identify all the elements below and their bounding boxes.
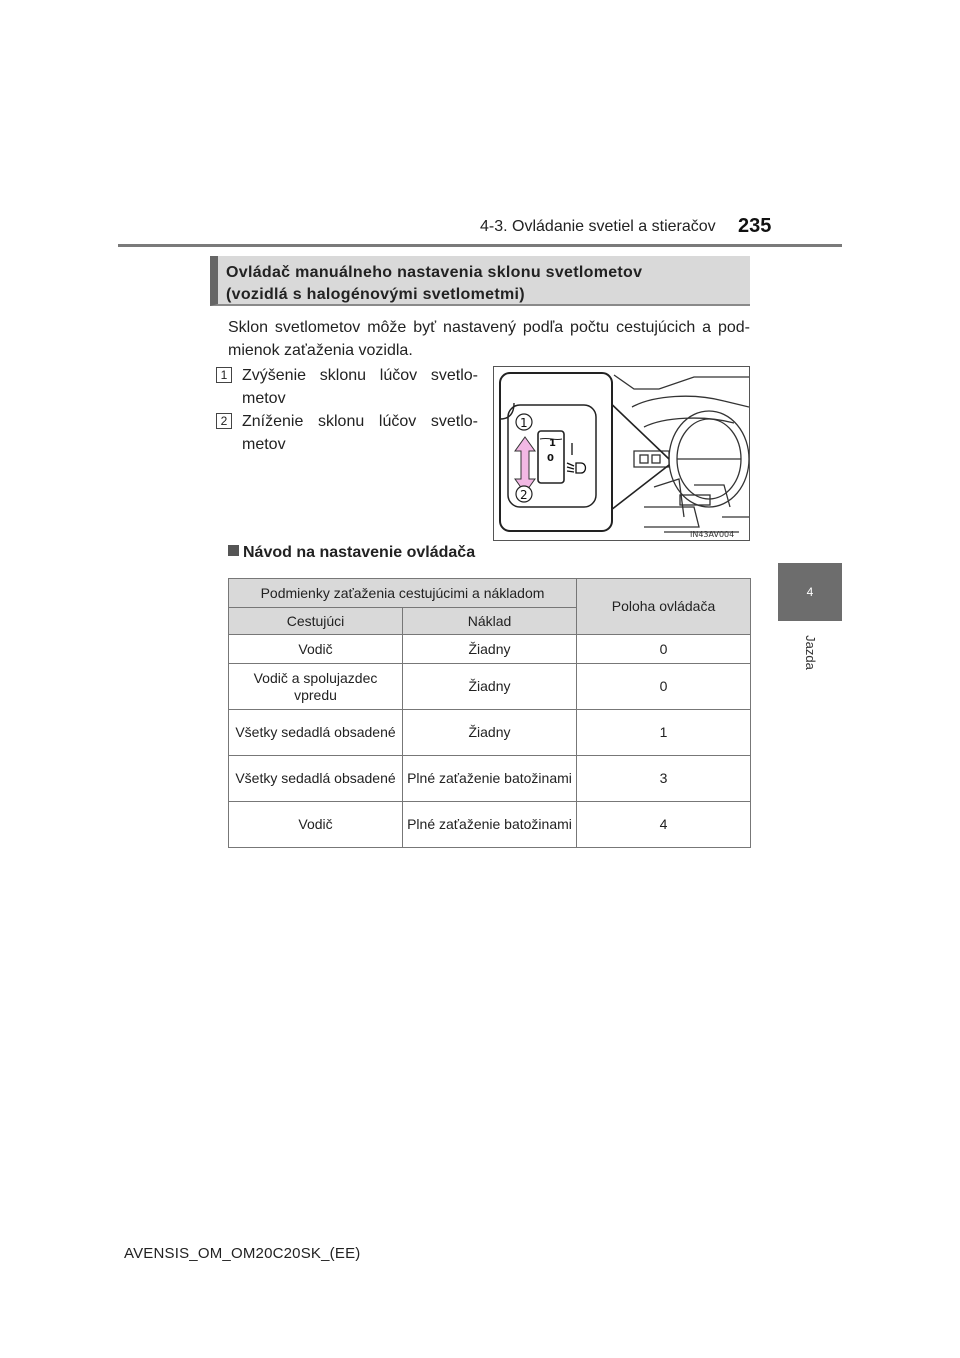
header-cargo: Náklad <box>403 608 577 635</box>
callout-2-label: 2 <box>520 488 528 502</box>
header-dial-position: Poloha ovládača <box>577 579 751 635</box>
cell-position: 1 <box>577 710 751 756</box>
bullet-square-icon <box>228 545 239 556</box>
dashboard-drawing <box>614 375 749 532</box>
table-row <box>229 664 751 710</box>
intro-text: Sklon svetlometov môže byť nastavený podľa počtu cestujúcich a pod-mienok zaťaženia vozidla. <box>228 319 750 359</box>
header-passengers: Cestujúci <box>229 608 403 635</box>
list-item <box>216 410 478 456</box>
dial-mark-0: 0 <box>547 453 554 464</box>
cell-position: 3 <box>577 756 751 802</box>
cell-cargo: Plné zaťaženie batožinami <box>403 756 577 802</box>
item-text: Zníženie sklonu lúčov svetlo-metov <box>242 413 478 453</box>
item-text: Zvýšenie sklonu lúčov svetlo-metov <box>242 367 478 407</box>
item-number-badge: 2 <box>216 413 232 429</box>
header-section-title: 4-3. Ovládanie svetiel a stieračov <box>480 218 716 235</box>
page-number: 235 <box>738 215 772 237</box>
cell-passengers: Všetky sedadlá obsadené <box>229 710 403 756</box>
cell-position: 0 <box>577 635 751 664</box>
table-row <box>229 756 751 802</box>
callout-1-label: 1 <box>520 416 528 430</box>
cell-passengers: Vodič <box>229 802 403 848</box>
table-row <box>229 710 751 756</box>
cell-position: 4 <box>577 802 751 848</box>
table-row <box>229 802 751 848</box>
cell-position: 0 <box>577 664 751 710</box>
list-item <box>216 364 478 410</box>
table-header-row <box>229 579 751 608</box>
cell-passengers: Vodič a spolujazdec vpredu <box>229 664 403 710</box>
document-code-footer: AVENSIS_OM_OM20C20SK_(EE) <box>124 1245 361 1262</box>
cell-cargo: Žiadny <box>403 710 577 756</box>
table-row <box>229 635 751 664</box>
cell-cargo: Žiadny <box>403 664 577 710</box>
subheading-text: Návod na nastavenie ovládača <box>243 544 476 561</box>
headlight-leveling-illustration <box>493 366 750 541</box>
cell-cargo: Žiadny <box>403 635 577 664</box>
section-title-line2: (vozidlá s halogénovými svetlometmi) <box>226 286 525 303</box>
dial-mark-1: 1 <box>549 438 556 449</box>
chapter-label <box>780 627 840 677</box>
chapter-tab: 4 <box>778 563 842 621</box>
cell-passengers: Všetky sedadlá obsadené <box>229 756 403 802</box>
header-load-conditions: Podmienky zaťaženia cestujúcimi a nákladom <box>229 579 577 608</box>
subheading <box>228 544 475 562</box>
item-number-badge: 1 <box>216 367 232 383</box>
header-divider <box>118 244 842 247</box>
chapter-label-text: Jazda <box>802 634 818 670</box>
cell-cargo: Plné zaťaženie batožinami <box>403 802 577 848</box>
cell-passengers: Vodič <box>229 635 403 664</box>
section-title-line1: Ovládač manuálneho nastavenia sklonu svetlometov <box>226 264 643 281</box>
adjustment-guide-table <box>228 578 751 848</box>
illustration-svg <box>494 367 749 540</box>
figure-code: IN43AV004 <box>690 530 735 539</box>
section-title <box>210 256 750 306</box>
